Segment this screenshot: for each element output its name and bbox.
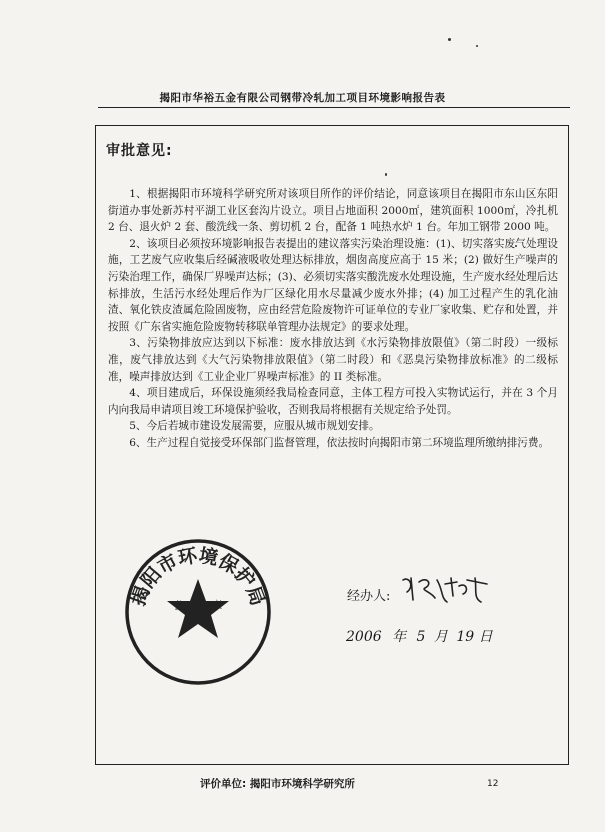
date-day: 19 [456, 629, 475, 645]
assessment-unit: 评价单位: 揭阳市环境科学研究所 [200, 778, 355, 790]
date-month: 5 [416, 629, 426, 645]
handwritten-signature [397, 572, 492, 606]
opinion-paragraph-4: 4、项目建成后，环保设施须经我局检查同意，主体工程方可投入实物试运行，并在 3 个月内向我局申请项目竣工环境保护验收，否则我局将根据有关规定给予处罚。 [108, 387, 558, 416]
scan-speck [476, 45, 478, 47]
signature-label: 经办人: [347, 589, 391, 604]
date-day-unit: 日 [478, 629, 493, 645]
official-seal [123, 537, 273, 687]
opinion-paragraph-1: 1、根据揭阳市环境科学研究所对该项目所作的评价结论，同意该项目在揭阳市东山区东阳街道办事处新苏村平湖工业区套沟片设立。项目占地面积 2000㎡，建筑面积 1000㎡，冷扎机 2 台、退火炉 2 套、酸洗线一条、剪切机 2 台，配备 1 吨热水炉 1 台。年加工钢带 2000 吨。 [108, 188, 558, 234]
page-number: 12 [487, 779, 499, 789]
date-month-unit: 月 [433, 629, 448, 645]
date-year-unit: 年 [392, 629, 407, 645]
date-year: 2006 [346, 629, 382, 645]
report-header-title: 揭阳市华裕五金有限公司钢带冷轧加工项目环境影响报告表 [159, 92, 446, 104]
opinion-paragraph-2: 2、该项目必须按环境影响报告表提出的建议落实污染治理设施：(1)、切实落实废气处理设施，工艺废气应收集后经碱液吸收处理达标排放，烟囱高度应高于 15 米；(2) 做好生产噪声的污染治理工作，确保厂界噪声达标；(3)、必须切实落实酸洗废水处理设施，生产废水经处理后达标排放，生活污水经处理后作为厂区绿化用水尽量减少废水外排；(4) 加工过程产生的乳化油渣、氧化铁皮渣属危险固废物，应由经营危险废物许可证单位的专业厂家收集、贮存和处置，并按照《广东省实施危险废物转移联单管理办法规定》的要求处理。 [108, 237, 558, 333]
approval-date [346, 626, 493, 646]
header-rule [98, 107, 570, 108]
approval-opinion-body [108, 186, 558, 452]
approval-opinion-title: 审批意见: [106, 143, 173, 159]
scan-speck [448, 38, 451, 41]
opinion-paragraph-5: 5、今后若城市建设发展需要，应服从城市规划安排。 [129, 420, 380, 433]
seal-char: 章 [211, 599, 223, 612]
seal-text: 揭阳市环境保护局 [127, 544, 269, 609]
seal-char: 公 [173, 599, 185, 612]
opinion-paragraph-3: 3、污染物排放应达到以下标准：废水排放达到《水污染物排放限值》（第二时段）一级标准，废气排放达到《大气污染物排放限值》（第二时段）和《恶臭污染物排放标准》的二级标准，噪声排放达到《工业企业厂界噪声标准》的 II 类标准。 [108, 337, 558, 383]
opinion-paragraph-6: 6、生产过程自觉接受环保部门监督管理，依法按时向揭阳市第二环境监理所缴纳排污费。 [129, 436, 550, 449]
